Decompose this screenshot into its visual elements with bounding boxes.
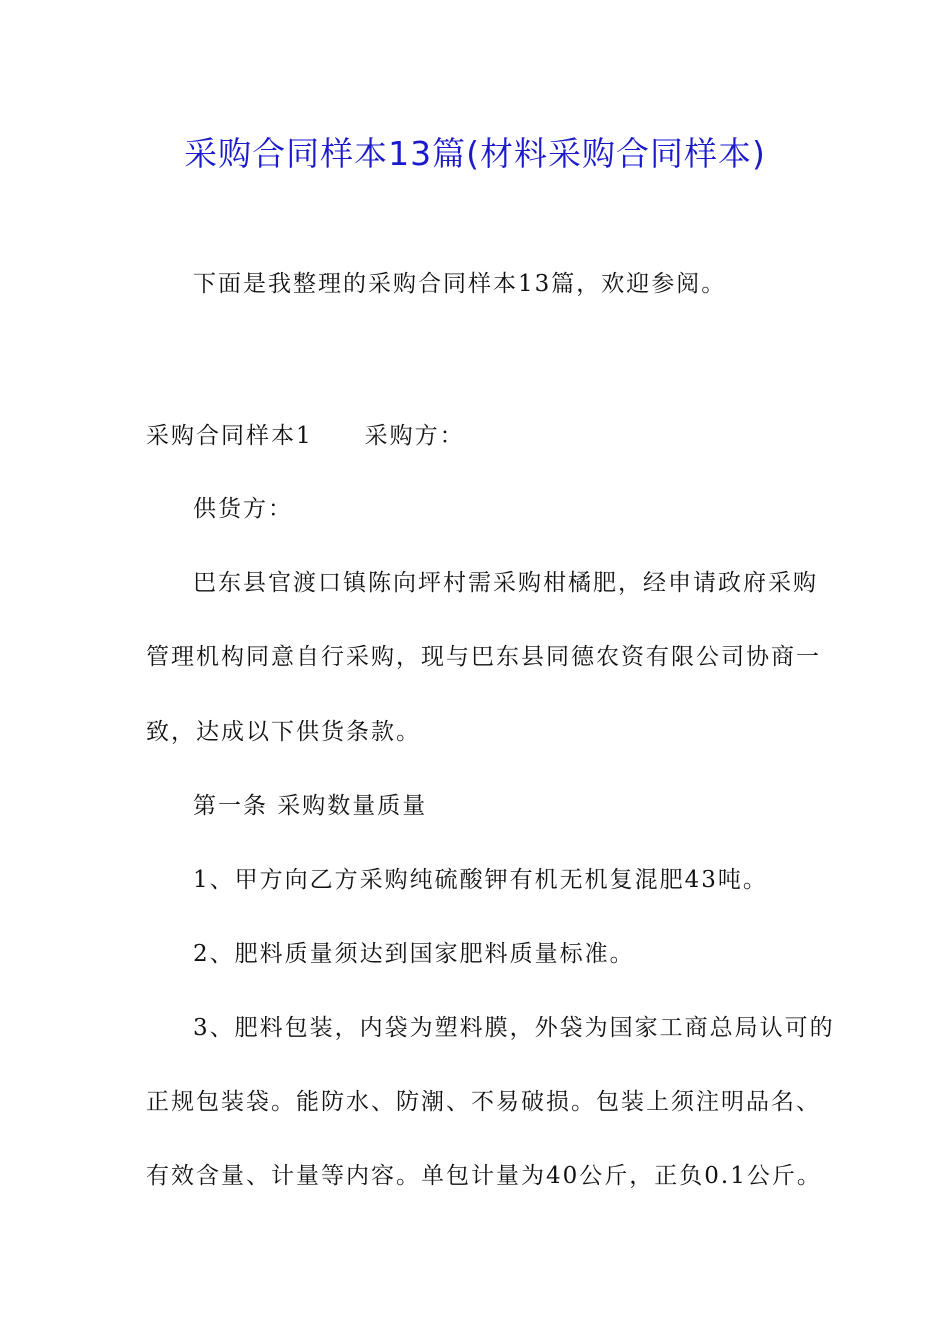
article1-heading: 第一条 采购数量质量 [193,793,428,819]
section-heading: 采购合同样本1 [146,423,313,449]
paragraph1-line2: 管理机构同意自行采购，现与巴东县同德农资有限公司协商一 [146,644,821,670]
item1-text: 1、甲方向乙方采购纯硫酸钾有机无机复混肥43吨。 [193,867,768,893]
supplier-label: 供货方： [193,496,293,522]
buyer-label: 采购方： [364,423,465,449]
document-title: 采购合同样本13篇(材料采购合同样本) [184,134,766,173]
paragraph1-line3: 致，达成以下供货条款。 [146,719,421,745]
item3-line3: 有效含量、计量等内容。单包计量为40公斤，正负0.1公斤。 [146,1163,822,1189]
section-heading-line [146,420,816,452]
item3-line2: 正规包装袋。能防水、防潮、不易破损。包装上须注明品名、 [146,1089,821,1115]
intro-text: 下面是我整理的采购合同样本13篇，欢迎参阅。 [193,271,727,297]
item3-line1: 3、肥料包装，内袋为塑料膜，外袋为国家工商总局认可的 [193,1015,835,1041]
item2-text: 2、肥料质量须达到国家肥料质量标准。 [193,941,635,967]
paragraph1-line1: 巴东县官渡口镇陈向坪村需采购柑橘肥，经申请政府采购 [193,570,818,596]
